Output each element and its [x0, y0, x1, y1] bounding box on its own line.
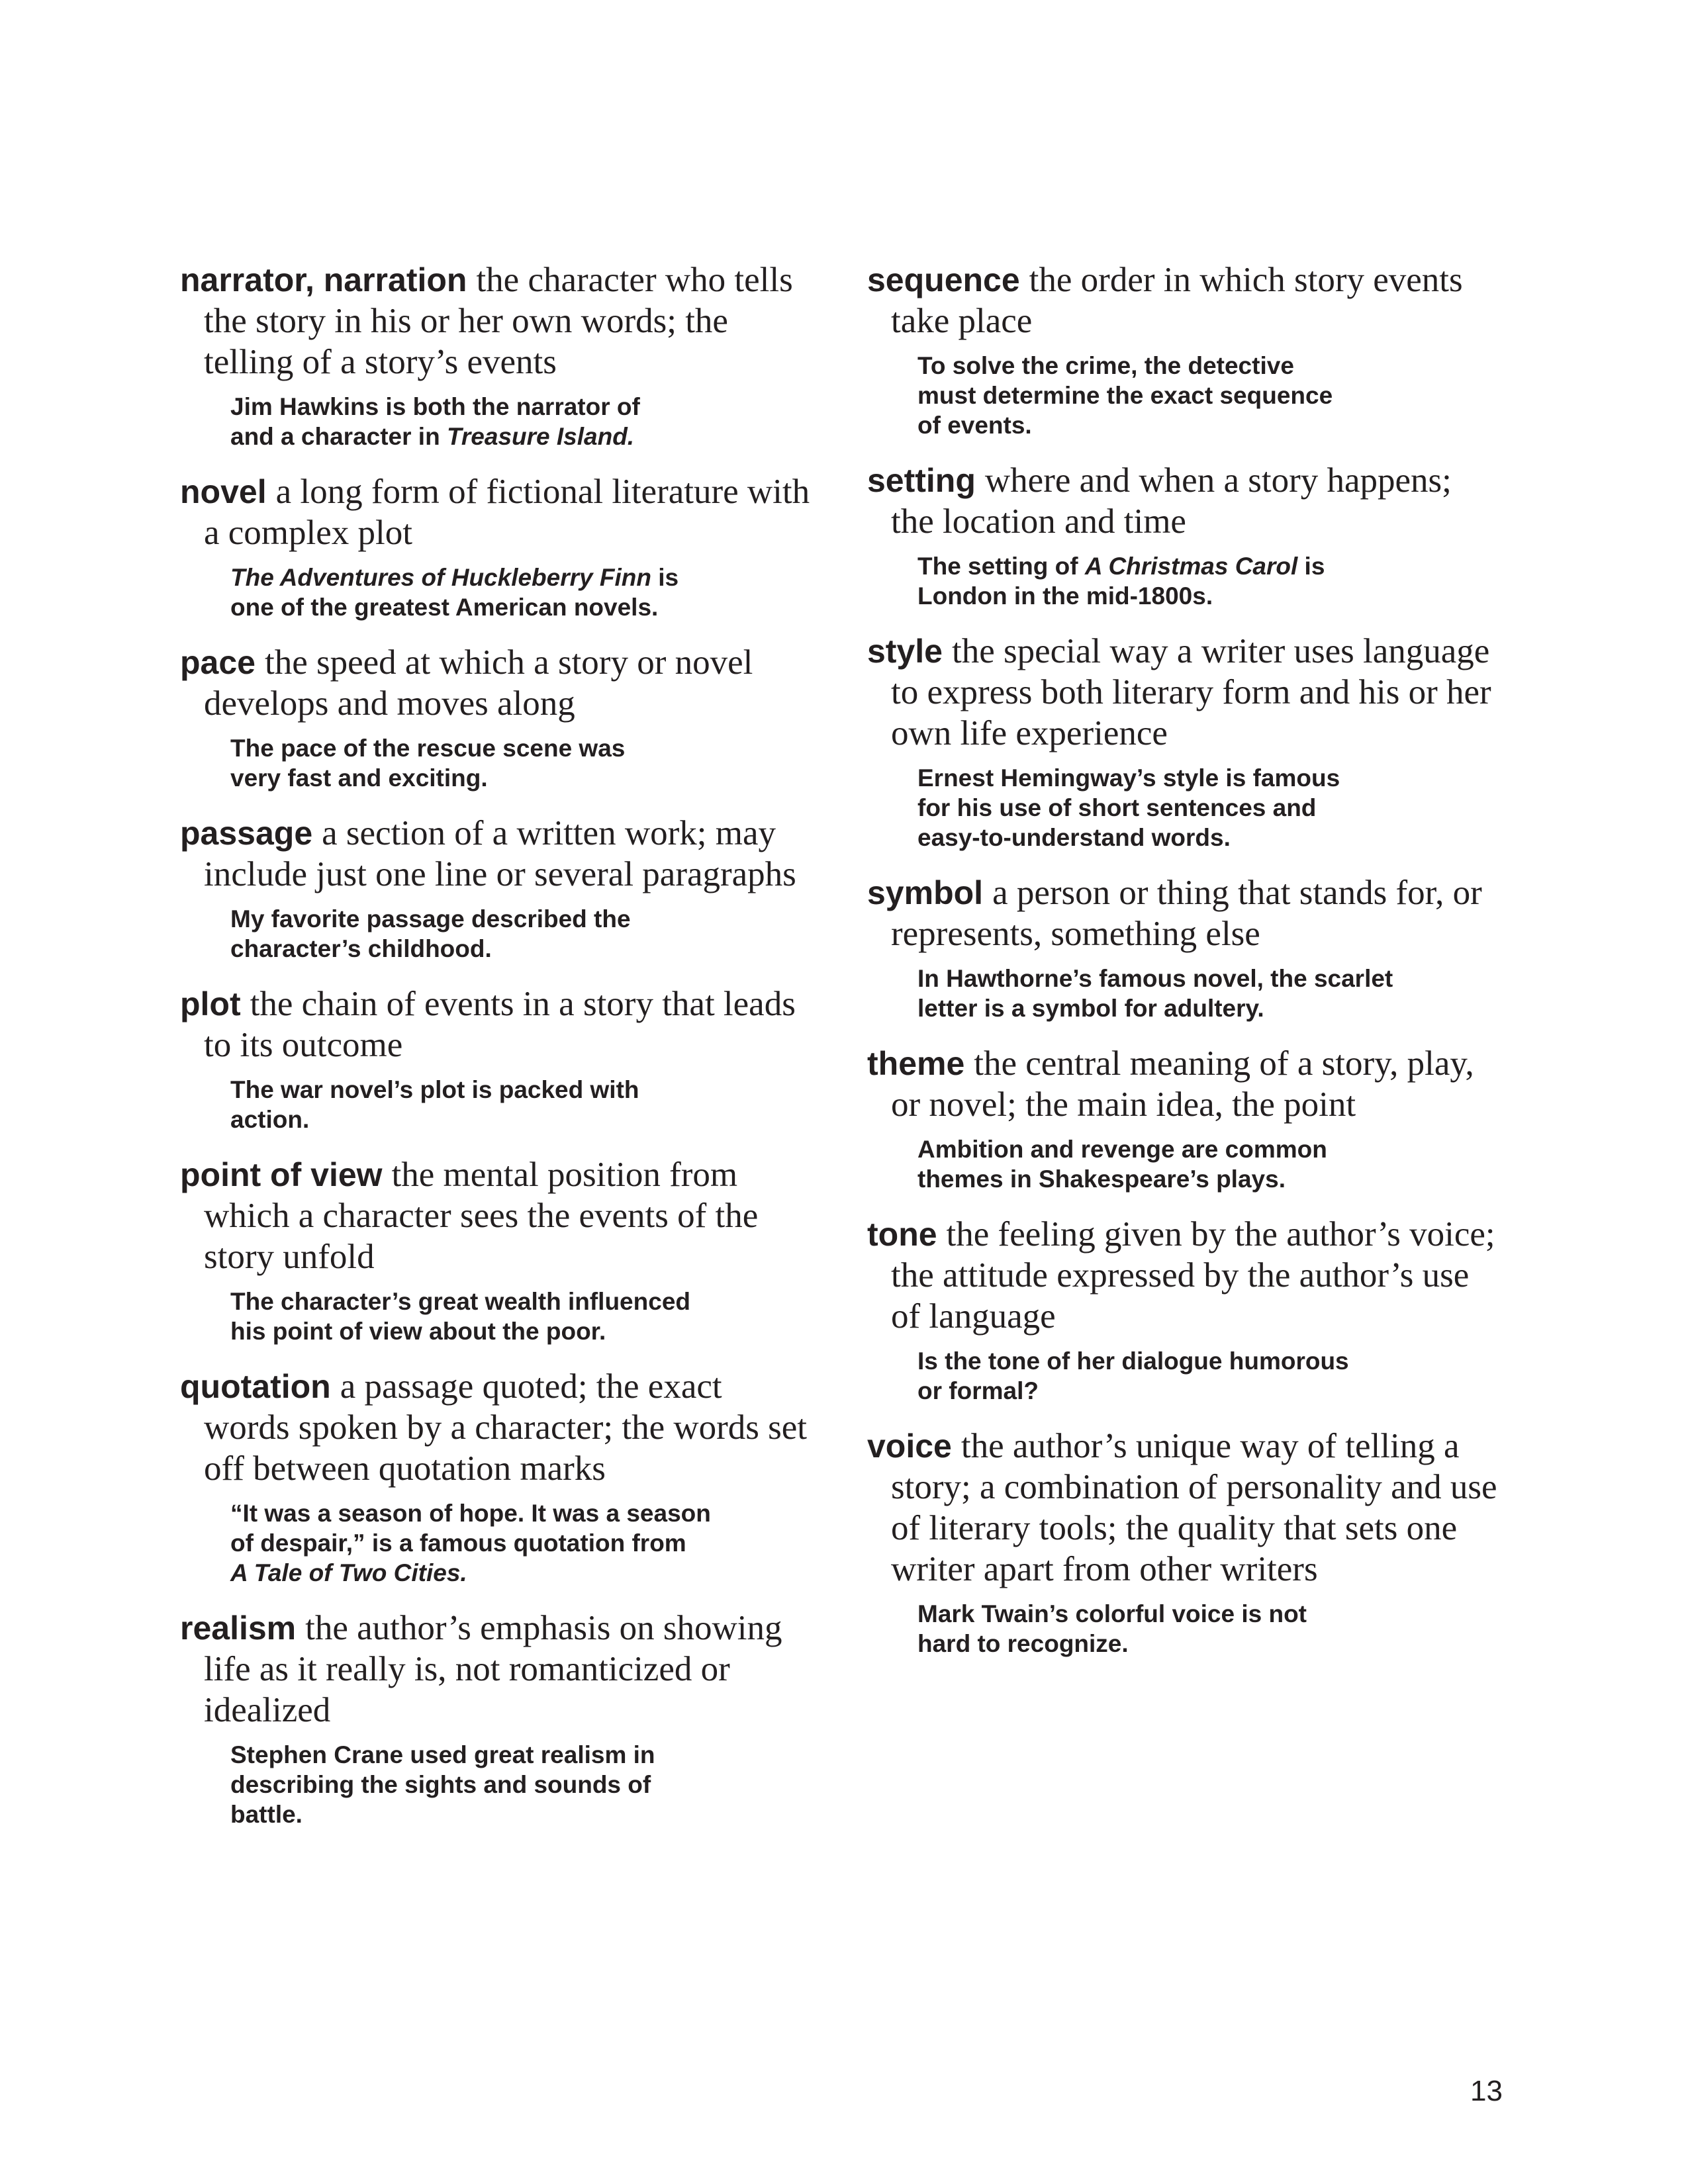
glossary-entry-novel	[180, 471, 816, 622]
example-line	[917, 1376, 1503, 1406]
example-line	[917, 581, 1503, 611]
glossary-entry-pace	[180, 642, 816, 793]
entry-term: plot	[180, 985, 241, 1023]
example-line	[230, 1498, 816, 1528]
example-text: for his use of short sentences and	[917, 794, 1317, 821]
example-title-italic: The Adventures of Huckleberry Finn	[230, 564, 651, 591]
example-text: The pace of the rescue scene was	[230, 735, 626, 762]
example-title-italic: A Tale of Two Cities.	[230, 1559, 467, 1586]
entry-example	[867, 763, 1503, 852]
glossary-entry-quotation	[180, 1366, 816, 1588]
entry-example	[867, 1346, 1503, 1406]
example-line	[917, 993, 1503, 1023]
glossary-entry-voice	[867, 1426, 1503, 1659]
example-line	[230, 1558, 816, 1588]
entry-example	[867, 1134, 1503, 1194]
example-text: The setting of	[917, 553, 1085, 580]
entry-definition: where and when a story happens; the location and time	[891, 461, 1452, 541]
example-text: easy-to-understand words.	[917, 824, 1231, 851]
entry-definition-line	[867, 1043, 1503, 1125]
example-line	[230, 392, 816, 422]
entry-definition-line	[867, 259, 1503, 341]
entry-definition-line	[180, 983, 816, 1066]
glossary-entry-passage	[180, 813, 816, 964]
example-text: one of the greatest American novels.	[230, 594, 659, 621]
page-number: 13	[1470, 2075, 1503, 2107]
glossary-column-right	[867, 259, 1503, 1678]
example-text: must determine the exact sequence	[917, 382, 1333, 409]
example-line	[917, 381, 1503, 410]
example-text: To solve the crime, the detective	[917, 352, 1294, 379]
example-text: letter is a symbol for adultery.	[917, 995, 1264, 1022]
entry-definition: the author’s unique way of telling a story; a combination of personality and use of literary tools; the quality that sets one writer apart from other writers	[891, 1427, 1497, 1588]
example-line	[230, 1105, 816, 1134]
example-text: In Hawthorne’s famous novel, the scarlet	[917, 965, 1393, 992]
example-text: London in the mid-1800s.	[917, 582, 1213, 610]
glossary-entry-theme	[867, 1043, 1503, 1194]
glossary-entry-realism	[180, 1608, 816, 1829]
example-text: is	[1297, 553, 1325, 580]
example-line	[917, 1346, 1503, 1376]
entry-definition-line	[867, 872, 1503, 954]
example-line	[917, 1599, 1503, 1629]
example-text: action.	[230, 1106, 310, 1133]
entry-definition: the chain of events in a story that leads to its outcome	[204, 985, 796, 1064]
glossary-entry-narrator-narration	[180, 259, 816, 451]
entry-definition: the character who tells the story in his or her own words; the telling of a story’s events	[204, 261, 793, 381]
entry-term: symbol	[867, 874, 984, 911]
entry-example	[867, 964, 1503, 1023]
entry-definition-line	[867, 631, 1503, 754]
entry-example	[180, 733, 816, 793]
example-text: character’s childhood.	[230, 935, 492, 962]
example-title-italic: A Christmas Carol	[1084, 553, 1298, 580]
entry-definition-line	[867, 1214, 1503, 1337]
example-line	[230, 1740, 816, 1770]
example-text: his point of view about the poor.	[230, 1318, 606, 1345]
glossary-entry-style	[867, 631, 1503, 852]
glossary-entry-setting	[867, 460, 1503, 611]
example-line	[230, 1770, 816, 1799]
entry-definition: a person or thing that stands for, or represents, something else	[891, 874, 1482, 953]
example-line	[230, 1075, 816, 1105]
example-text: hard to recognize.	[917, 1630, 1129, 1657]
example-line	[230, 1799, 816, 1829]
example-text: themes in Shakespeare’s plays.	[917, 1165, 1286, 1193]
example-line	[230, 904, 816, 934]
example-text: My favorite passage described the	[230, 905, 631, 933]
entry-definition-line	[867, 460, 1503, 542]
entry-example	[867, 351, 1503, 440]
glossary-entry-sequence	[867, 259, 1503, 440]
entry-term: pace	[180, 644, 256, 681]
entry-example	[180, 904, 816, 964]
example-text: “It was a season of hope. It was a season	[230, 1500, 711, 1527]
example-line	[230, 1528, 816, 1558]
entry-example	[180, 1498, 816, 1588]
glossary-entry-point-of-view	[180, 1154, 816, 1346]
entry-term: point of view	[180, 1156, 383, 1193]
entry-definition-line	[180, 259, 816, 383]
example-text: battle.	[230, 1801, 303, 1828]
example-line	[230, 733, 816, 763]
entry-example	[867, 551, 1503, 611]
entry-definition-line	[180, 1608, 816, 1731]
entry-definition-line	[180, 471, 816, 553]
entry-definition-line	[180, 813, 816, 895]
example-line	[230, 1316, 816, 1346]
entry-term: quotation	[180, 1368, 331, 1405]
entry-definition: a section of a written work; may include just one line or several paragraphs	[204, 814, 796, 893]
example-line	[230, 763, 816, 793]
entry-term: realism	[180, 1610, 297, 1647]
example-line	[917, 1134, 1503, 1164]
entry-example	[180, 563, 816, 622]
example-line	[917, 1629, 1503, 1659]
example-text: describing the sights and sounds of	[230, 1771, 651, 1798]
example-text: Ambition and revenge are common	[917, 1136, 1327, 1163]
entry-example	[180, 392, 816, 451]
example-text: very fast and exciting.	[230, 764, 488, 792]
entry-definition-line	[180, 1154, 816, 1277]
entry-term: tone	[867, 1216, 937, 1253]
example-text: The war novel’s plot is packed with	[230, 1076, 639, 1103]
example-text: or formal?	[917, 1377, 1039, 1404]
example-line	[230, 563, 816, 592]
entry-example	[180, 1740, 816, 1829]
entry-term: setting	[867, 462, 976, 499]
example-line	[230, 592, 816, 622]
entry-definition: the mental position from which a character sees the events of the story unfold	[204, 1156, 759, 1276]
entry-term: narrator, narration	[180, 261, 467, 298]
entry-term: voice	[867, 1428, 952, 1465]
example-text: Ernest Hemingway’s style is famous	[917, 764, 1340, 792]
example-line	[917, 351, 1503, 381]
example-title-italic: Treasure Island.	[446, 423, 635, 450]
entry-definition: a passage quoted; the exact words spoken by a character; the words set off between quotation marks	[204, 1367, 808, 1488]
example-line	[917, 551, 1503, 581]
entry-definition-line	[867, 1426, 1503, 1590]
entry-definition: the order in which story events take place	[891, 261, 1463, 340]
example-text: and a character in	[230, 423, 447, 450]
entry-definition-line	[180, 642, 816, 724]
example-line	[917, 823, 1503, 852]
entry-definition: the feeling given by the author’s voice; the attitude expressed by the author’s use of language	[891, 1215, 1495, 1336]
glossary-entry-tone	[867, 1214, 1503, 1406]
glossary-entry-plot	[180, 983, 816, 1134]
entry-definition: the central meaning of a story, play, or novel; the main idea, the point	[891, 1044, 1474, 1124]
entry-term: style	[867, 633, 943, 670]
entry-example	[180, 1075, 816, 1134]
example-line	[917, 793, 1503, 823]
glossary-column-left	[180, 259, 816, 1849]
example-text: The character’s great wealth influenced	[230, 1288, 690, 1315]
entry-term: theme	[867, 1045, 965, 1082]
example-text: Jim Hawkins is both the narrator of	[230, 393, 640, 420]
entry-definition: a long form of fictional literature with a complex plot	[204, 473, 810, 552]
example-text: Is the tone of her dialogue humorous	[917, 1347, 1349, 1375]
entry-term: passage	[180, 815, 313, 852]
example-text: of despair,” is a famous quotation from	[230, 1529, 686, 1557]
example-line	[917, 1164, 1503, 1194]
example-line	[917, 964, 1503, 993]
example-line	[230, 422, 816, 451]
example-text: Mark Twain’s colorful voice is not	[917, 1600, 1307, 1627]
glossary-entry-symbol	[867, 872, 1503, 1023]
example-text: of events.	[917, 412, 1032, 439]
entry-definition: the special way a writer uses language to express both literary form and his or her own life experience	[891, 632, 1491, 752]
entry-term: novel	[180, 473, 267, 510]
example-text: is	[651, 564, 679, 591]
entry-term: sequence	[867, 261, 1020, 298]
entry-definition-line	[180, 1366, 816, 1489]
example-text: Stephen Crane used great realism in	[230, 1741, 655, 1768]
entry-example	[180, 1287, 816, 1346]
example-line	[230, 934, 816, 964]
entry-definition: the speed at which a story or novel develops and moves along	[204, 643, 753, 723]
entry-example	[867, 1599, 1503, 1659]
example-line	[230, 1287, 816, 1316]
example-line	[917, 410, 1503, 440]
example-line	[917, 763, 1503, 793]
entry-definition: the author’s emphasis on showing life as it really is, not romanticized or idealized	[204, 1609, 782, 1729]
